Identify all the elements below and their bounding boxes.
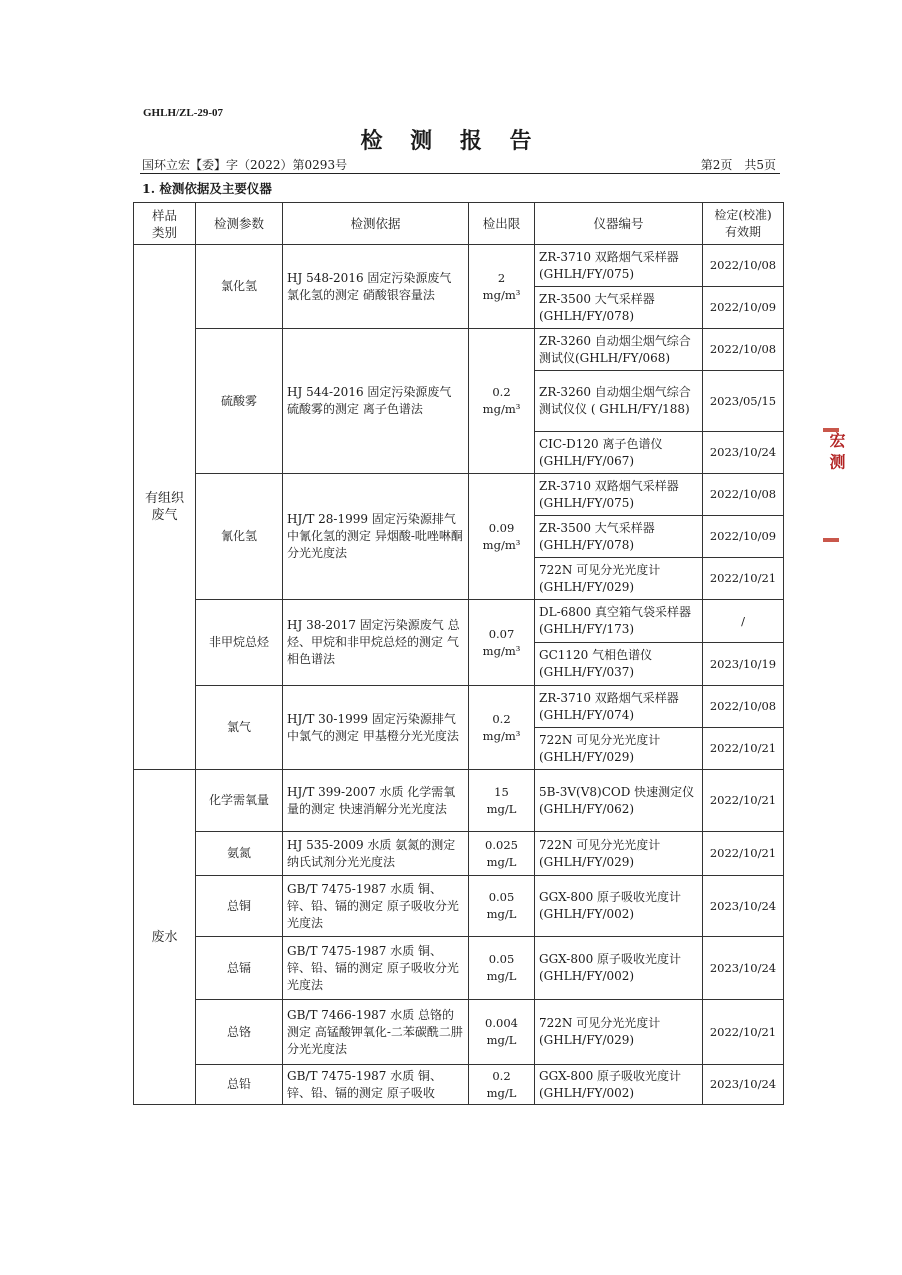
category-cell-gas: 有组织 废气 <box>134 245 196 770</box>
instrument-cell: ZR-3260 自动烟尘烟气综合测试仪(GHLH/FY/068) <box>535 329 703 371</box>
limit-unit: mg/m³ <box>482 728 521 743</box>
table-row <box>134 474 784 516</box>
limit-cell <box>469 329 535 474</box>
basis-cell: HJ/T 30-1999 固定污染源排气中氯气的测定 甲基橙分光光度法 <box>283 686 469 770</box>
limit-value: 0.004 <box>485 1016 518 1030</box>
instrument-cell: ZR-3260 自动烟尘烟气综合测试仪仪 ( GHLH/FY/188) <box>535 371 703 432</box>
table-row <box>134 1065 784 1105</box>
limit-value: 0.07 <box>488 626 515 641</box>
validity-date-cell: 2022/10/08 <box>703 686 784 728</box>
validity-date-cell: 2022/10/08 <box>703 245 784 287</box>
table-row <box>134 937 784 1000</box>
parameter-cell: 总铜 <box>196 876 283 937</box>
limit-value: 0.2 <box>492 385 511 399</box>
table-row <box>134 600 784 643</box>
limit-cell <box>469 876 535 937</box>
table-row <box>134 329 784 371</box>
limit-value: 2 <box>497 270 506 285</box>
instrument-cell: 722N 可见分光光度计 (GHLH/FY/029) <box>535 728 703 770</box>
limit-value: 0.2 <box>492 711 511 726</box>
parameter-cell: 氨氮 <box>196 832 283 876</box>
validity-date-cell: 2022/10/21 <box>703 1000 784 1065</box>
validity-date-cell: 2022/10/08 <box>703 329 784 371</box>
basis-cell: HJ/T 28-1999 固定污染源排气中氰化氢的测定 异烟酸-吡唑啉酮分光光度法 <box>283 474 469 600</box>
parameter-cell: 氯气 <box>196 686 283 770</box>
basis-cell: GB/T 7475-1987 水质 铜、锌、铅、镉的测定 原子吸收分光光度法 <box>283 937 469 1000</box>
limit-cell <box>469 937 535 1000</box>
header-limit: 检出限 <box>469 203 535 245</box>
parameter-cell: 硫酸雾 <box>196 329 283 474</box>
limit-cell <box>469 686 535 770</box>
detection-basis-table <box>133 202 784 1105</box>
instrument-cell: DL-6800 真空箱气袋采样器(GHLH/FY/173) <box>535 600 703 643</box>
limit-unit: mg/m³ <box>482 287 521 302</box>
validity-date-cell: 2023/10/24 <box>703 937 784 1000</box>
limit-unit: mg/L <box>486 907 517 921</box>
validity-date-cell: 2022/10/09 <box>703 516 784 558</box>
validity-date-cell: 2023/10/24 <box>703 1065 784 1105</box>
parameter-cell: 总铅 <box>196 1065 283 1105</box>
basis-cell: HJ 544-2016 固定污染源废气 硫酸雾的测定 离子色谱法 <box>283 329 469 474</box>
stamp-mark-bottom <box>823 538 839 542</box>
limit-unit: mg/m³ <box>482 643 521 658</box>
basis-cell: GB/T 7466-1987 水质 总铬的测定 高锰酸钾氧化-二苯碳酰二肼分光光度法 <box>283 1000 469 1065</box>
validity-date-cell: / <box>703 600 784 643</box>
limit-cell <box>469 770 535 832</box>
instrument-cell: ZR-3500 大气采样器 (GHLH/FY/078) <box>535 287 703 329</box>
limit-unit: mg/L <box>486 1033 517 1047</box>
limit-value: 0.025 <box>485 837 518 852</box>
validity-date-cell: 2022/10/08 <box>703 474 784 516</box>
instrument-cell: 722N 可见分光光度计 (GHLH/FY/029) <box>535 832 703 876</box>
basis-cell: GB/T 7475-1987 水质 铜、锌、铅、镉的测定 原子吸收 <box>283 1065 469 1105</box>
instrument-cell: GGX-800 原子吸收光度计(GHLH/FY/002) <box>535 876 703 937</box>
instrument-cell: GGX-800 原子吸收光度计(GHLH/FY/002) <box>535 937 703 1000</box>
parameter-cell: 总铬 <box>196 1000 283 1065</box>
instrument-cell: 722N 可见分光光度计 (GHLH/FY/029) <box>535 558 703 600</box>
table-row <box>134 770 784 832</box>
document-code: GHLH/ZL-29-07 <box>143 107 224 119</box>
validity-date-cell: 2023/10/24 <box>703 432 784 474</box>
limit-value: 0.2 <box>492 1068 511 1083</box>
instrument-cell: GGX-800 原子吸收光度计(GHLH/FY/002) <box>535 1065 703 1105</box>
parameter-cell: 非甲烷总烃 <box>196 600 283 686</box>
limit-cell <box>469 832 535 876</box>
header-basis: 检测依据 <box>283 203 469 245</box>
basis-cell: HJ 535-2009 水质 氨氮的测定 纳氏试剂分光光度法 <box>283 832 469 876</box>
limit-unit: mg/L <box>486 969 517 983</box>
limit-cell <box>469 600 535 686</box>
table-row <box>134 832 784 876</box>
instrument-cell: CIC-D120 离子色谱仪 (GHLH/FY/067) <box>535 432 703 474</box>
table-row <box>134 876 784 937</box>
basis-cell: GB/T 7475-1987 水质 铜、锌、铅、镉的测定 原子吸收分光光度法 <box>283 876 469 937</box>
limit-cell <box>469 474 535 600</box>
instrument-cell: ZR-3710 双路烟气采样器 (GHLH/FY/074) <box>535 686 703 728</box>
header-parameter: 检测参数 <box>196 203 283 245</box>
instrument-cell: 722N 可见分光光度计 (GHLH/FY/029) <box>535 1000 703 1065</box>
limit-cell <box>469 1000 535 1065</box>
validity-date-cell: 2022/10/21 <box>703 770 784 832</box>
limit-unit: mg/L <box>486 1085 517 1100</box>
category-cell-water: 废水 <box>134 770 196 1105</box>
instrument-cell: 5B-3V(V8)COD 快速测定仪(GHLH/FY/062) <box>535 770 703 832</box>
basis-cell: HJ 548-2016 固定污染源废气 氯化氢的测定 硝酸银容量法 <box>283 245 469 329</box>
validity-date-cell: 2023/10/19 <box>703 643 784 686</box>
validity-date-cell: 2022/10/09 <box>703 287 784 329</box>
limit-unit: mg/L <box>486 854 517 869</box>
limit-value: 0.09 <box>488 520 515 535</box>
parameter-cell: 化学需氧量 <box>196 770 283 832</box>
validity-date-cell: 2022/10/21 <box>703 832 784 876</box>
validity-date-cell: 2023/10/24 <box>703 876 784 937</box>
limit-unit: mg/m³ <box>482 402 521 416</box>
table-row <box>134 245 784 287</box>
validity-date-cell: 2022/10/21 <box>703 558 784 600</box>
page-info: 第2页 共5页 <box>700 158 776 172</box>
limit-value: 15 <box>494 784 509 799</box>
report-title: 检 测 报 告 <box>360 128 542 154</box>
instrument-cell: ZR-3710 双路烟气采样器 (GHLH/FY/075) <box>535 245 703 287</box>
table-row <box>134 686 784 728</box>
parameter-cell: 氰化氢 <box>196 474 283 600</box>
limit-cell <box>469 1065 535 1105</box>
limit-unit: mg/L <box>486 801 517 816</box>
stamp-fragment: 宏 测 <box>827 432 846 470</box>
instrument-cell: ZR-3500 大气采样器 (GHLH/FY/078) <box>535 516 703 558</box>
basis-cell: HJ/T 399-2007 水质 化学需氧量的测定 快速消解分光光度法 <box>283 770 469 832</box>
basis-cell: HJ 38-2017 固定污染源废气 总烃、甲烷和非甲烷总烃的测定 气相色谱法 <box>283 600 469 686</box>
limit-cell <box>469 245 535 329</box>
instrument-cell: GC1120 气相色谱仪 (GHLH/FY/037) <box>535 643 703 686</box>
table-row <box>134 1000 784 1065</box>
limit-unit: mg/m³ <box>482 537 521 552</box>
header-category: 样品 类别 <box>134 203 196 245</box>
reference-line <box>140 155 780 174</box>
validity-date-cell: 2023/05/15 <box>703 371 784 432</box>
parameter-cell: 氯化氢 <box>196 245 283 329</box>
instrument-cell: ZR-3710 双路烟气采样器 (GHLH/FY/075) <box>535 474 703 516</box>
parameter-cell: 总镉 <box>196 937 283 1000</box>
table-header-row <box>134 203 784 245</box>
header-validity: 检定(校准) 有效期 <box>703 203 784 245</box>
report-reference-number: 国环立宏【委】字（2022）第0293号 <box>142 158 348 172</box>
validity-date-cell: 2022/10/21 <box>703 728 784 770</box>
limit-value: 0.05 <box>488 890 515 904</box>
section-title: 1. 检测依据及主要仪器 <box>142 181 272 196</box>
limit-value: 0.05 <box>488 952 515 966</box>
header-instrument: 仪器编号 <box>535 203 703 245</box>
